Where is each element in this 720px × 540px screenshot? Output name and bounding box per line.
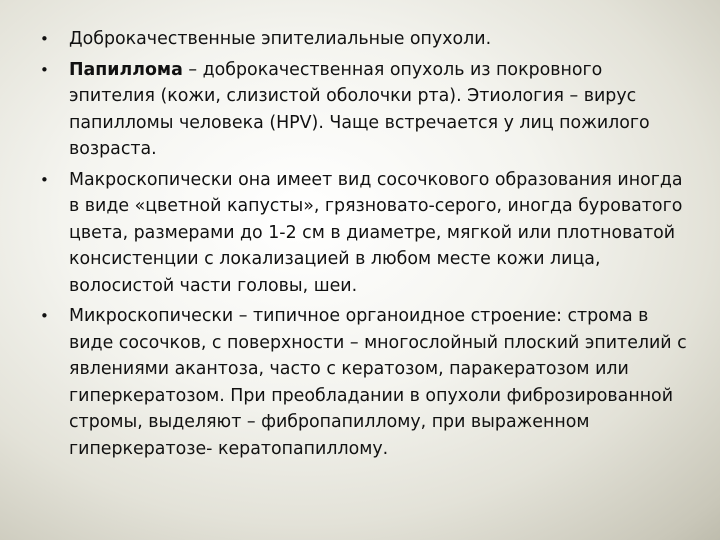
term-papilloma: Папиллома	[69, 59, 183, 80]
bullet-list	[40, 26, 690, 466]
bullet-marker: •	[40, 307, 49, 325]
bullet-marker: •	[40, 170, 49, 189]
bullet-marker: •	[40, 60, 49, 79]
bullet-text: – доброкачественная опухоль из покровного эпителия (кожи, слизистой оболочки рта). Этиология – вирус папилломы человека (HPV). Чаще встречается у лиц пожилого возраста.	[69, 59, 650, 159]
bullet-item	[40, 167, 690, 300]
bullet-item	[40, 26, 690, 53]
bullet-marker: •	[40, 30, 49, 48]
bullet-item	[40, 303, 690, 462]
bullet-item	[40, 57, 690, 163]
bullet-text: Макроскопически она имеет вид сосочкового образования иногда в виде «цветной капусты», грязновато-серого, иногда буроватого цвета, размерами до 1-2 см в диаметре, мягкой или плотноватой консистенции с локализацией в любом месте кожи лица, волосистой части головы, шеи.	[69, 169, 683, 296]
bullet-text: Доброкачественные эпителиальные опухоли.	[69, 29, 492, 49]
bullet-text: Микроскопически – типичное органоидное строение: строма в виде сосочков, с поверхности – многослойный плоский эпителий с явлениями акантоза, часто с кератозом, паракератозом или гиперкератозом. При преобладании в опухоли фиброзированной стромы, выделяют – фибропапиллому, при выраженном гиперкератозе- кератопапиллому.	[69, 306, 687, 459]
